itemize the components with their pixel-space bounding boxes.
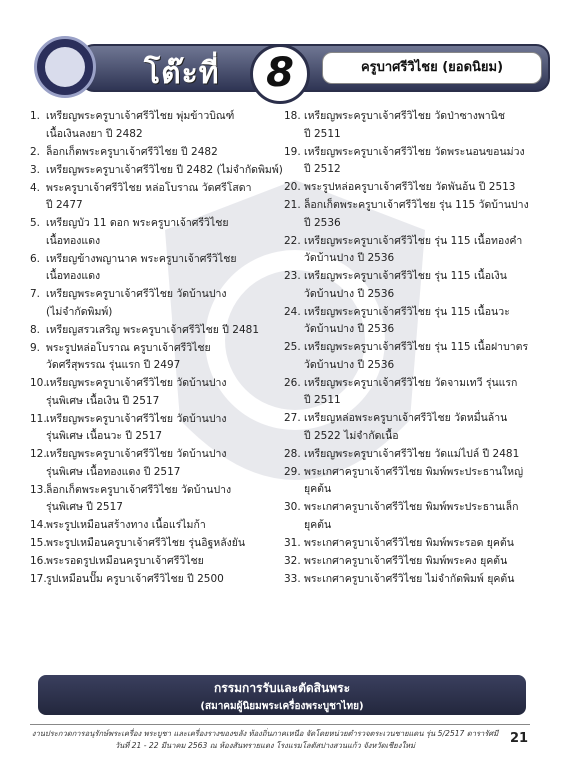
item-text-line: พระรูปหล่อโบราณ ครูบาเจ้าศรีวิไชย xyxy=(46,341,211,354)
item-number: 19. xyxy=(284,145,301,158)
item-text-line: ปี 2522 ไม่จำกัดเนื้อ xyxy=(304,429,399,442)
item-text xyxy=(304,410,544,445)
item-text-line: ยุคต้น xyxy=(304,483,332,495)
item-text-line: เหรียญพระครูบาเจ้าศรีวิไชย รุ่น 115 เนื้อฝาบาตร xyxy=(304,341,529,353)
list-item xyxy=(30,446,280,481)
item-number: 23. xyxy=(284,270,301,282)
list-item xyxy=(30,286,280,321)
item-text xyxy=(304,268,544,303)
entries-column-left xyxy=(30,108,283,589)
item-text-line: รุ่นพิเศษ เนื้อเงิน ปี 2517 xyxy=(46,394,160,407)
table-number: 8 xyxy=(250,44,310,104)
item-text-line: พระเกศาครูบาเจ้าศรีวิไชย พิมพ์พระประธานใหญ่ xyxy=(304,465,524,478)
item-text-line: พระเกศาครูบาเจ้าศรีวิไชย พิมพ์พระคง ยุคต้น xyxy=(304,554,508,567)
item-text-line: เหรียญพระครูบาเจ้าศรีวิไชย วัดจามเทวี รุ่นแรก xyxy=(304,376,518,389)
item-text xyxy=(46,162,283,180)
item-text xyxy=(304,464,544,499)
item-number: 25. xyxy=(284,341,301,353)
item-text-line: วัดบ้านปาง ปี 2536 xyxy=(304,287,395,300)
item-text-line: ปี 2477 xyxy=(46,199,83,211)
item-text xyxy=(46,482,280,517)
item-number: 27. xyxy=(284,412,301,424)
item-text xyxy=(304,553,544,571)
judges-association: (สมาคมผู้นิยมพระเครื่องพระบูชาไทย) xyxy=(200,701,364,712)
item-text-line: เหรียญพระครูบาเจ้าศรีวิไชย วัดบ้านปาง xyxy=(46,288,227,300)
list-item xyxy=(284,339,544,374)
title-bar xyxy=(80,44,550,96)
item-text-line: เนื้อทองแดง xyxy=(46,270,101,282)
item-text xyxy=(46,375,280,410)
list-item xyxy=(284,197,544,232)
item-text-line: รุ่นพิเศษ เนื้อทองแดง ปี 2517 xyxy=(46,465,181,478)
item-text-line: (ไม่จำกัดพิมพ์) xyxy=(46,305,113,318)
item-number: 22. xyxy=(284,234,301,247)
list-item xyxy=(30,340,280,375)
list-item xyxy=(284,108,544,143)
event-note-line: งานประกวดการอนุรักษ์พระเครื่อง พระบูชา และเครื่องรางของขลัง ท้องถิ่นภาคเหนือ จัดโดยหน่วยตำรวจตระเวนชายแดน รุ่น 5/2517 ดารารัศมี xyxy=(31,729,499,738)
item-text xyxy=(304,233,544,268)
item-text-line: ยุคต้น xyxy=(304,518,332,531)
item-text xyxy=(304,339,544,374)
list-item xyxy=(30,144,280,162)
item-number: 12. xyxy=(30,448,47,460)
item-text-line: วัดศรีสุพรรณ รุ่นแรก ปี 2497 xyxy=(46,359,181,371)
list-item xyxy=(30,411,280,446)
list-item xyxy=(284,268,544,303)
item-number: 30. xyxy=(284,501,301,513)
list-item xyxy=(284,233,544,268)
item-text-line: พระเกศาครูบาเจ้าศรีวิไชย พิมพ์พระรอด ยุคต้น xyxy=(304,536,514,549)
list-item xyxy=(284,144,544,179)
item-text-line: เหรียญพระครูบาเจ้าศรีวิไชย วัดพระนอนขอนม่วง xyxy=(304,145,525,158)
item-number: 29. xyxy=(284,465,301,478)
page-header xyxy=(30,22,545,96)
association-logo xyxy=(34,36,96,98)
list-item xyxy=(284,304,544,339)
item-text-line: วัดบ้านปาง ปี 2536 xyxy=(304,358,395,371)
item-number: 33. xyxy=(284,572,301,585)
event-note xyxy=(30,728,500,752)
item-text-line: รูปเหมือนปั๊ม ครูบาเจ้าศรีวิไชย ปี 2500 xyxy=(46,573,224,585)
item-text-line: พระเกศาครูบาเจ้าศรีวิไชย ไม่จำกัดพิมพ์ ยุคต้น xyxy=(304,572,515,585)
item-text xyxy=(304,108,544,143)
list-item xyxy=(284,535,544,553)
list-item xyxy=(284,410,544,445)
item-text-line: เหรียญหล่อพระครูบาเจ้าศรีวิไชย วัดหมื่นล้าน xyxy=(304,412,508,424)
item-number: 6. xyxy=(30,252,41,265)
item-text-line: ปี 2511 xyxy=(304,127,341,140)
item-number: 17. xyxy=(30,573,47,585)
item-text xyxy=(46,322,280,340)
item-number: 7. xyxy=(30,288,41,300)
item-text xyxy=(304,179,544,197)
item-number: 5. xyxy=(30,217,41,229)
item-text-line: ล็อกเก็ตพระครูบาเจ้าศรีวิไชย ปี 2482 xyxy=(46,145,218,158)
item-text xyxy=(304,535,544,553)
item-number: 31. xyxy=(284,536,301,549)
item-text xyxy=(304,375,544,410)
item-number: 26. xyxy=(284,376,301,389)
item-text xyxy=(304,304,544,339)
item-text xyxy=(46,340,280,375)
list-item xyxy=(30,553,280,571)
item-text-line: ปี 2536 xyxy=(304,216,341,229)
item-number: 16. xyxy=(30,555,47,567)
page-number: 21 xyxy=(510,731,529,746)
item-text xyxy=(46,411,280,446)
item-text-line: เหรียญพระครูบาเจ้าศรีวิไชย วัดแม่ไปล์ ปี 2481 xyxy=(304,447,520,460)
list-item xyxy=(30,108,280,143)
item-text xyxy=(304,144,544,179)
item-text-line: รุ่นพิเศษ ปี 2517 xyxy=(46,501,123,513)
list-item xyxy=(30,517,280,535)
item-text xyxy=(46,251,280,286)
item-text xyxy=(46,108,280,143)
entries-column-right xyxy=(284,108,544,589)
item-text-line: พระรูปเหมือนสร้างทาง เนื้อแร่ไมก้า xyxy=(46,519,206,531)
table-title: โต๊ะที่ xyxy=(144,56,220,91)
item-text-line: ปี 2512 xyxy=(304,163,341,175)
item-text-line: พระเกศาครูบาเจ้าศรีวิไชย พิมพ์พระประธานเล็ก xyxy=(304,501,519,513)
item-number: 9. xyxy=(30,341,41,354)
item-text-line: ล็อกเก็ตพระครูบาเจ้าศรีวิไชย วัดบ้านปาง xyxy=(46,483,232,496)
item-text-line: เหรียญบัว 11 ดอก พระครูบาเจ้าศรีวิไชย xyxy=(46,217,229,229)
item-text xyxy=(46,144,280,162)
item-text-line: พระรูปหล่อครูบาเจ้าศรีวิไชย วัดพันอ้น ปี 2513 xyxy=(304,181,516,193)
item-text-line: เหรียญพระครูบาเจ้าศรีวิไชย รุ่น 115 เนื้อเงิน xyxy=(304,270,507,282)
list-item xyxy=(30,322,280,340)
item-text xyxy=(304,197,544,232)
item-text-line: พระรอดรูปเหมือนครูบาเจ้าศรีวิไชย xyxy=(46,555,204,567)
item-text-line: พระครูบาเจ้าศรีวิไชย หล่อโบราณ วัดศรีโสดา xyxy=(46,181,252,194)
item-number: 4. xyxy=(30,181,41,194)
item-number: 8. xyxy=(30,323,41,336)
list-item xyxy=(284,446,544,464)
item-text xyxy=(46,215,280,250)
item-text-line: ล็อกเก็ตพระครูบาเจ้าศรีวิไชย รุ่น 115 วัดบ้านปาง xyxy=(304,199,529,211)
table-subtitle: ครูบาศรีวิไชย (ยอดนิยม) xyxy=(322,52,542,84)
item-text-line: เหรียญข้างพญานาค พระครูบาเจ้าศรีวิไชย xyxy=(46,252,237,265)
item-number: 2. xyxy=(30,145,41,158)
item-number: 21. xyxy=(284,199,301,211)
list-item xyxy=(284,179,544,197)
item-text xyxy=(304,499,544,534)
list-item xyxy=(30,482,280,517)
item-text xyxy=(46,571,280,589)
item-number: 10. xyxy=(30,377,47,389)
item-number: 3. xyxy=(30,163,41,176)
item-text-line: วัดบ้านปาง ปี 2536 xyxy=(304,252,395,264)
list-item xyxy=(30,535,280,553)
item-number: 32. xyxy=(284,554,301,567)
item-number: 1. xyxy=(30,110,41,122)
item-text-line: รุ่นพิเศษ เนื้อนวะ ปี 2517 xyxy=(46,430,163,442)
list-item xyxy=(30,571,280,589)
item-text-line: เหรียญพระครูบาเจ้าศรีวิไชย ปี 2482 (ไม่จำกัดพิมพ์) xyxy=(46,163,283,176)
item-number: 14. xyxy=(30,519,47,531)
item-text-line: เหรียญสรวเสริญ พระครูบาเจ้าศรีวิไชย ปี 2481 xyxy=(46,323,259,336)
item-number: 24. xyxy=(284,305,301,318)
item-number: 13. xyxy=(30,483,47,496)
item-text-line: เหรียญพระครูบาเจ้าศรีวิไชย วัดป่าซางพานิช xyxy=(304,110,505,122)
list-item xyxy=(284,499,544,534)
item-text-line: พระรูปเหมือนครูบาเจ้าศรีวิไชย รุ่นอิฐหลังยัน xyxy=(46,537,246,549)
list-item xyxy=(30,162,283,180)
elephant-icon xyxy=(45,47,85,87)
item-text xyxy=(46,286,280,321)
event-note-line: วันที่ 21 - 22 มีนาคม 2563 ณ ห้องสันทรายแดง โรงแรมโลตัสปางสวนแก้ว จังหวัดเชียงใหม่ xyxy=(114,741,416,750)
list-item xyxy=(30,180,280,215)
item-text xyxy=(46,180,280,215)
item-number: 20. xyxy=(284,181,301,193)
item-text xyxy=(46,517,280,535)
list-item xyxy=(30,215,280,250)
list-item xyxy=(284,375,544,410)
item-text-line: เหรียญพระครูบาเจ้าศรีวิไชย วัดบ้านปาง xyxy=(46,377,227,389)
item-text-line: เนื้อทองแดง xyxy=(46,234,101,247)
item-text xyxy=(304,446,544,464)
item-text xyxy=(46,553,280,571)
item-text-line: เหรียญพระครูบาเจ้าศรีวิไชย วัดบ้านปาง xyxy=(46,448,227,460)
item-text-line: เหรียญพระครูบาเจ้าศรีวิไชย รุ่น 115 เนื้อทองคำ xyxy=(304,234,523,247)
list-item xyxy=(30,375,280,410)
list-item xyxy=(284,571,544,589)
list-item xyxy=(284,553,544,571)
item-text xyxy=(46,446,280,481)
item-text-line: เหรียญพระครูบาเจ้าศรีวิไชย พุ่มข้าวบิณฑ์ xyxy=(46,110,235,122)
footer-divider xyxy=(30,724,530,725)
item-text xyxy=(46,535,280,553)
item-number: 18. xyxy=(284,110,301,122)
item-number: 15. xyxy=(30,537,47,549)
item-text-line: เหรียญพระครูบาเจ้าศรีวิไชย รุ่น 115 เนื้อนวะ xyxy=(304,305,510,318)
item-text-line: ปี 2511 xyxy=(304,394,341,406)
item-text-line: วัดบ้านปาง ปี 2536 xyxy=(304,323,395,335)
judges-banner xyxy=(38,675,526,715)
item-number: 28. xyxy=(284,447,301,460)
judges-title: กรรมการรับและตัดสินพระ xyxy=(213,681,351,695)
list-item xyxy=(284,464,544,499)
item-text-line: เหรียญพระครูบาเจ้าศรีวิไชย วัดบ้านปาง xyxy=(46,412,227,425)
list-item xyxy=(30,251,280,286)
item-text-line: เนื้อเงินลงยา ปี 2482 xyxy=(46,127,143,140)
item-text xyxy=(304,571,544,589)
item-number: 11. xyxy=(30,412,47,425)
